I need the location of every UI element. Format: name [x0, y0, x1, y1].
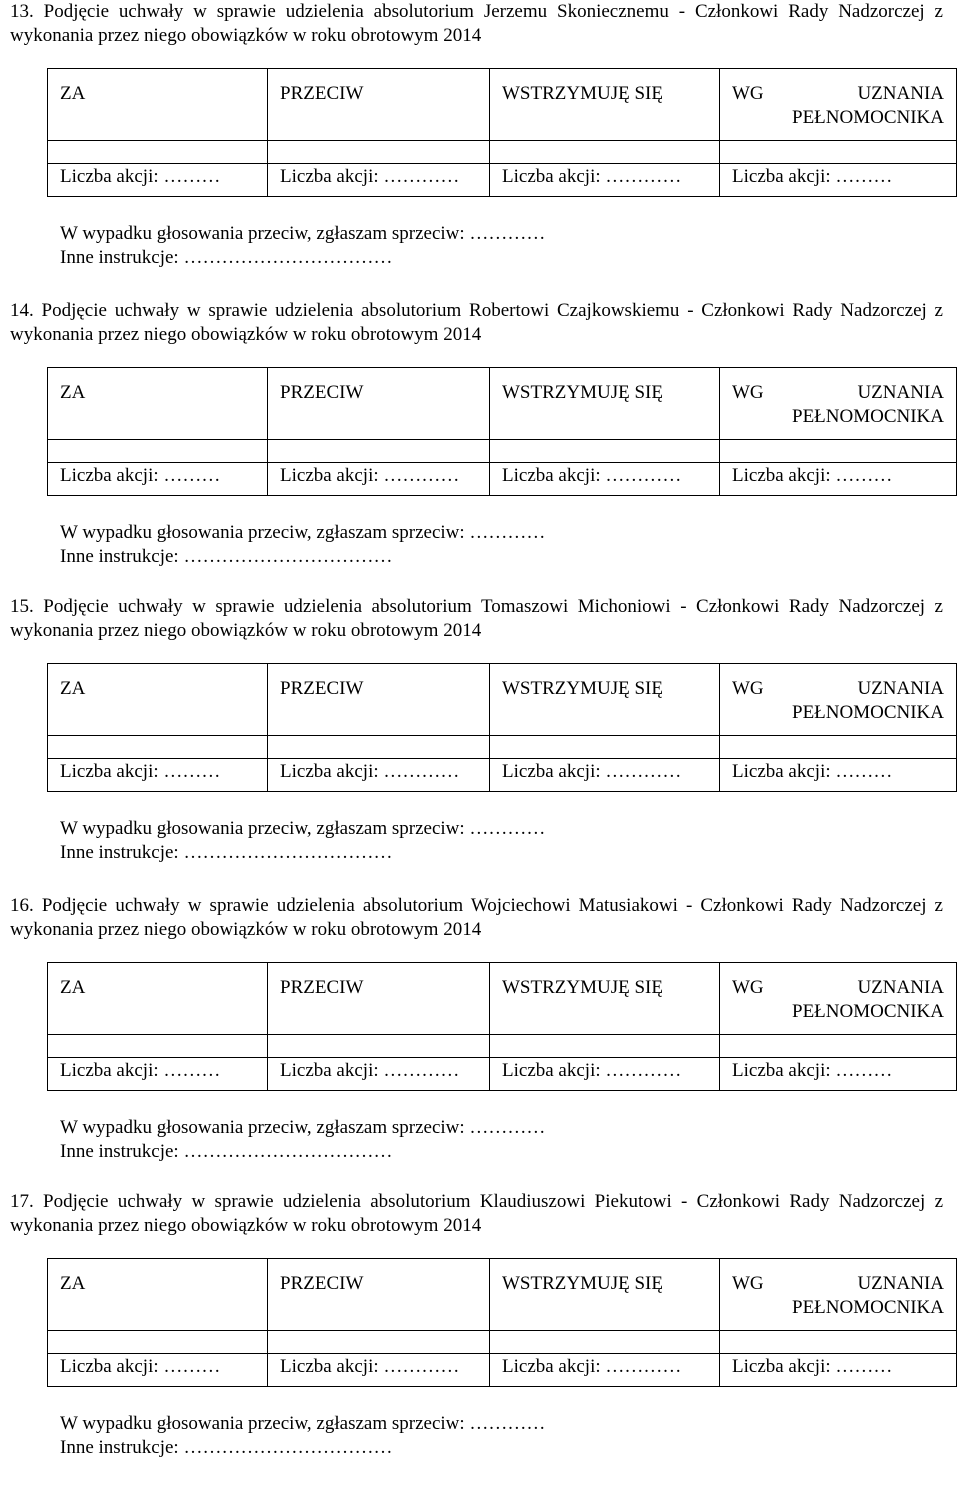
objection-field[interactable]: W wypadku głosowania przeciw, zgłaszam sprzeciw: ………… [60, 818, 546, 839]
resolution-title: 17. Podjęcie uchwały w sprawie udzielenia absolutorium Klaudiuszowi Piekutowi - Członkowi Rady Nadzorczej z wykonania przez niego obowiązków w roku obrotowym 2014 [10, 1191, 943, 1236]
notes [60, 222, 545, 270]
option-proxy-discretion [720, 963, 957, 1035]
resolution-13 [0, 0, 960, 296]
shares-count-for[interactable]: Liczba akcji: ……… [48, 463, 268, 496]
shares-count-abstain[interactable]: Liczba akcji: ………… [490, 164, 720, 197]
shares-count-abstain[interactable]: Liczba akcji: ………… [490, 1058, 720, 1091]
shares-count-proxy[interactable]: Liczba akcji: ……… [720, 1058, 957, 1091]
blank-cell[interactable] [720, 440, 957, 463]
option-proxy-discretion [720, 368, 957, 440]
blank-cell[interactable] [48, 1035, 268, 1058]
option-proxy-uznania: UZNANIA [857, 678, 944, 699]
blank-cell[interactable] [48, 1331, 268, 1354]
resolution-16 [0, 894, 960, 1190]
blank-cell[interactable] [48, 141, 268, 164]
option-against: PRZECIW [268, 664, 490, 736]
option-proxy-discretion [720, 69, 957, 141]
objection-field[interactable]: W wypadku głosowania przeciw, zgłaszam sprzeciw: ………… [60, 522, 546, 543]
shares-count-for[interactable]: Liczba akcji: ……… [48, 164, 268, 197]
notes [60, 521, 545, 569]
notes [60, 817, 545, 865]
blank-cell[interactable] [720, 1331, 957, 1354]
shares-count-abstain[interactable]: Liczba akcji: ………… [490, 759, 720, 792]
vote-table [47, 1258, 957, 1387]
option-abstain: WSTRZYMUJĘ SIĘ [490, 69, 720, 141]
option-abstain: WSTRZYMUJĘ SIĘ [490, 664, 720, 736]
option-proxy-wg: WG [732, 977, 764, 998]
option-proxy-pelnomocnika: PEŁNOMOCNIKA [792, 406, 944, 427]
resolution-17 [0, 1190, 960, 1486]
option-for: ZA [48, 368, 268, 440]
blank-cell[interactable] [490, 141, 720, 164]
option-proxy-uznania: UZNANIA [857, 83, 944, 104]
option-proxy-uznania: UZNANIA [857, 382, 944, 403]
option-against: PRZECIW [268, 1259, 490, 1331]
option-proxy-wg: WG [732, 83, 764, 104]
other-instructions-field[interactable]: Inne instrukcje: …………………………… [60, 546, 393, 567]
shares-count-against[interactable]: Liczba akcji: ………… [268, 463, 490, 496]
option-against: PRZECIW [268, 368, 490, 440]
other-instructions-field[interactable]: Inne instrukcje: …………………………… [60, 842, 393, 863]
notes [60, 1116, 545, 1164]
resolution-15 [0, 595, 960, 891]
option-abstain: WSTRZYMUJĘ SIĘ [490, 1259, 720, 1331]
option-proxy-wg: WG [732, 1273, 764, 1294]
blank-cell[interactable] [720, 141, 957, 164]
other-instructions-field[interactable]: Inne instrukcje: …………………………… [60, 1437, 393, 1458]
blank-cell[interactable] [490, 1331, 720, 1354]
resolution-14 [0, 299, 960, 595]
option-proxy-discretion [720, 1259, 957, 1331]
vote-table [47, 367, 957, 496]
blank-cell[interactable] [268, 1331, 490, 1354]
vote-table [47, 962, 957, 1091]
option-proxy-pelnomocnika: PEŁNOMOCNIKA [792, 107, 944, 128]
option-proxy-pelnomocnika: PEŁNOMOCNIKA [792, 1297, 944, 1318]
vote-table [47, 68, 957, 197]
option-proxy-uznania: UZNANIA [857, 1273, 944, 1294]
option-for: ZA [48, 69, 268, 141]
option-proxy-pelnomocnika: PEŁNOMOCNIKA [792, 702, 944, 723]
shares-count-proxy[interactable]: Liczba akcji: ……… [720, 1354, 957, 1387]
shares-count-for[interactable]: Liczba akcji: ……… [48, 1354, 268, 1387]
objection-field[interactable]: W wypadku głosowania przeciw, zgłaszam sprzeciw: ………… [60, 1117, 546, 1138]
blank-cell[interactable] [490, 440, 720, 463]
blank-cell[interactable] [268, 736, 490, 759]
notes [60, 1412, 545, 1460]
option-against: PRZECIW [268, 69, 490, 141]
option-against: PRZECIW [268, 963, 490, 1035]
option-proxy-discretion [720, 664, 957, 736]
option-abstain: WSTRZYMUJĘ SIĘ [490, 963, 720, 1035]
shares-count-against[interactable]: Liczba akcji: ………… [268, 1354, 490, 1387]
other-instructions-field[interactable]: Inne instrukcje: …………………………… [60, 1141, 393, 1162]
option-abstain: WSTRZYMUJĘ SIĘ [490, 368, 720, 440]
option-for: ZA [48, 963, 268, 1035]
resolution-title: 15. Podjęcie uchwały w sprawie udzielenia absolutorium Tomaszowi Michoniowi - Członkowi Rady Nadzorczej z wykonania przez niego obowiązków w roku obrotowym 2014 [10, 596, 943, 641]
shares-count-abstain[interactable]: Liczba akcji: ………… [490, 1354, 720, 1387]
shares-count-against[interactable]: Liczba akcji: ………… [268, 1058, 490, 1091]
blank-cell[interactable] [268, 141, 490, 164]
blank-cell[interactable] [48, 440, 268, 463]
resolution-title: 14. Podjęcie uchwały w sprawie udzielenia absolutorium Robertowi Czajkowskiemu - Członkowi Rady Nadzorczej z wykonania przez niego obowiązków w roku obrotowym 2014 [10, 300, 943, 345]
shares-count-abstain[interactable]: Liczba akcji: ………… [490, 463, 720, 496]
option-proxy-wg: WG [732, 382, 764, 403]
blank-cell[interactable] [720, 736, 957, 759]
objection-field[interactable]: W wypadku głosowania przeciw, zgłaszam sprzeciw: ………… [60, 1413, 546, 1434]
option-proxy-pelnomocnika: PEŁNOMOCNIKA [792, 1001, 944, 1022]
blank-cell[interactable] [48, 736, 268, 759]
blank-cell[interactable] [720, 1035, 957, 1058]
option-for: ZA [48, 664, 268, 736]
shares-count-proxy[interactable]: Liczba akcji: ……… [720, 164, 957, 197]
shares-count-proxy[interactable]: Liczba akcji: ……… [720, 759, 957, 792]
vote-table [47, 663, 957, 792]
option-proxy-wg: WG [732, 678, 764, 699]
resolution-title: 13. Podjęcie uchwały w sprawie udzielenia absolutorium Jerzemu Skoniecznemu - Członkowi Rady Nadzorczej z wykonania przez niego obowiązków w roku obrotowym 2014 [10, 1, 943, 46]
other-instructions-field[interactable]: Inne instrukcje: …………………………… [60, 247, 393, 268]
shares-count-against[interactable]: Liczba akcji: ………… [268, 164, 490, 197]
resolution-title: 16. Podjęcie uchwały w sprawie udzielenia absolutorium Wojciechowi Matusiakowi - Członkowi Rady Nadzorczej z wykonania przez niego obowiązków w roku obrotowym 2014 [10, 895, 943, 940]
option-proxy-uznania: UZNANIA [857, 977, 944, 998]
blank-cell[interactable] [490, 736, 720, 759]
blank-cell[interactable] [268, 1035, 490, 1058]
shares-count-for[interactable]: Liczba akcji: ……… [48, 759, 268, 792]
shares-count-against[interactable]: Liczba akcji: ………… [268, 759, 490, 792]
blank-cell[interactable] [490, 1035, 720, 1058]
objection-field[interactable]: W wypadku głosowania przeciw, zgłaszam sprzeciw: ………… [60, 223, 546, 244]
blank-cell[interactable] [268, 440, 490, 463]
shares-count-for[interactable]: Liczba akcji: ……… [48, 1058, 268, 1091]
shares-count-proxy[interactable]: Liczba akcji: ……… [720, 463, 957, 496]
option-for: ZA [48, 1259, 268, 1331]
